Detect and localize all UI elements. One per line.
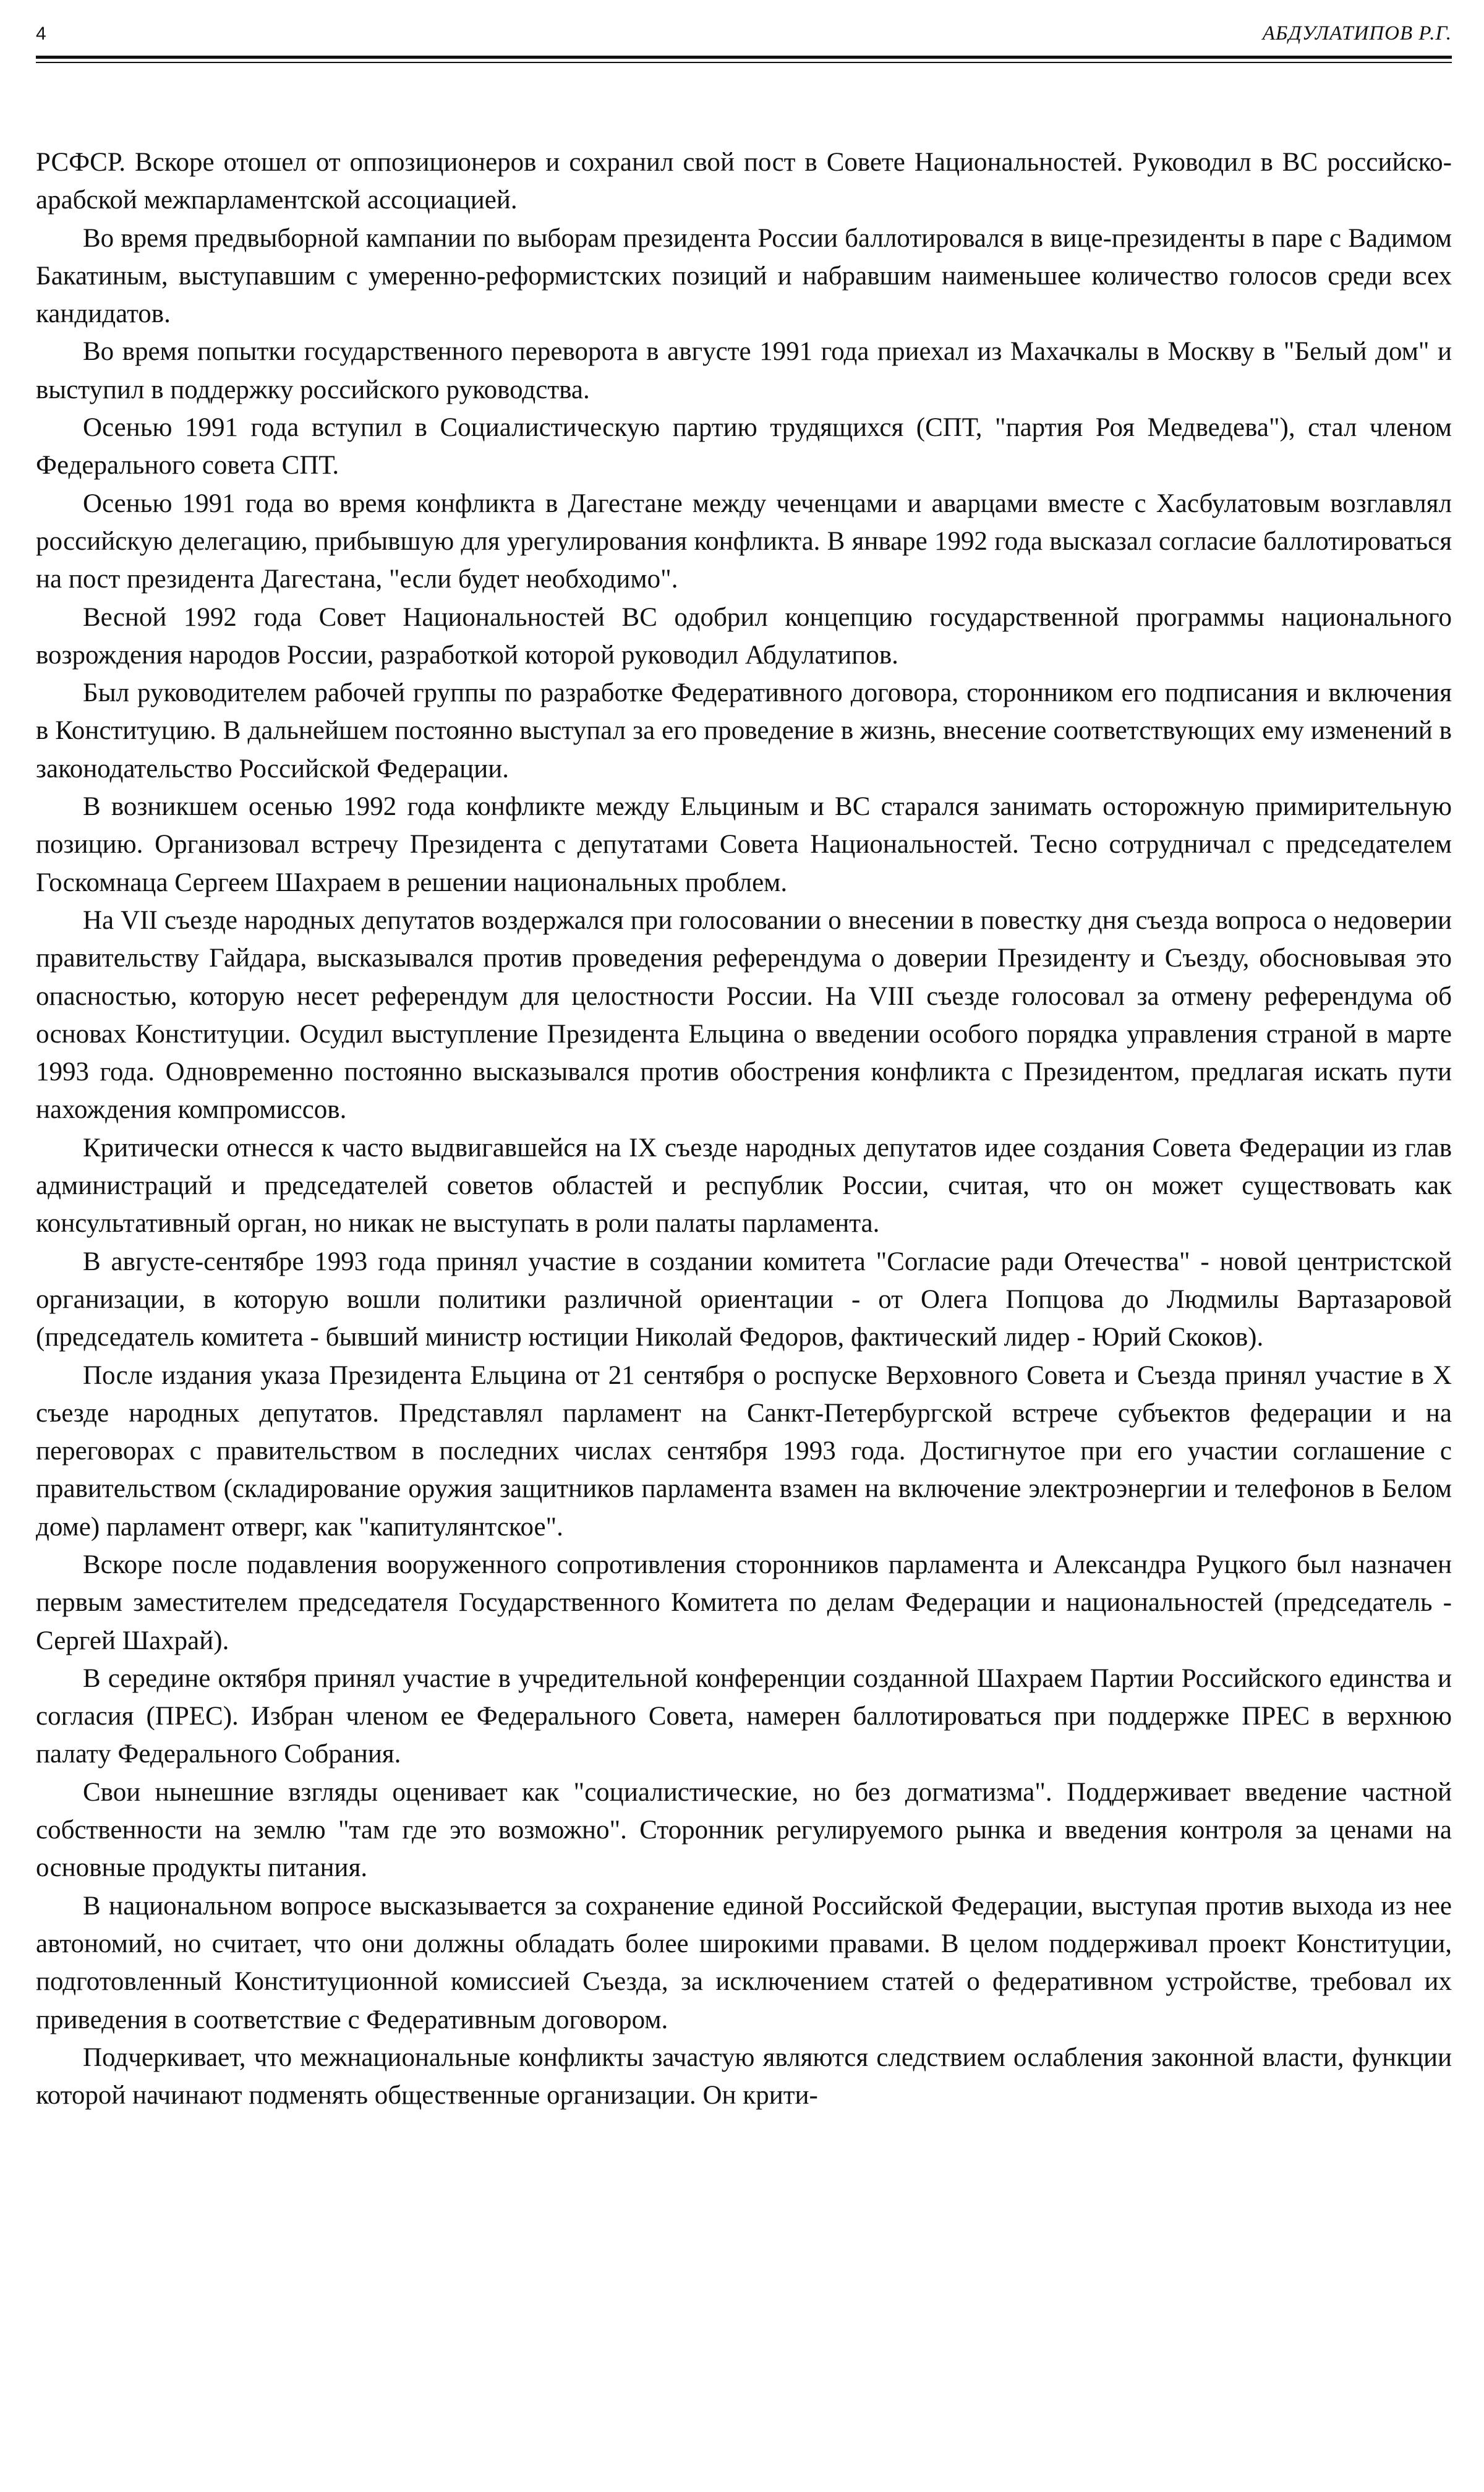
paragraph: Осенью 1991 года во время конфликта в Дагестане между чеченцами и аварцами вместе с Хасбулатовым возглавлял российскую делегацию, прибывшую для урегулирования конфликта. В январе 1992 года высказал согласие баллотироваться на пост президента Дагестана, "если будет необходимо". xyxy=(36,489,1452,594)
paragraph: Свои нынешние взгляды оценивает как "социалистические, но без догматизма". Поддерживает введение частной собственности на землю "там где это возможно". Сторонник регулируемого рынка и введения контроля за ценами на основные продукты питания. xyxy=(36,1777,1452,1883)
paragraph: В национальном вопросе высказывается за сохранение единой Российской Федерации, выступая против выхода из нее автономий, но считает, что они должны обладать более широкими правами. В целом поддерживал проект Конституции, подготовленный Конституционной комиссией Съезда, за исключением статей о федеративном устройстве, требовал их приведения в соответствие с Федеративным договором. xyxy=(36,1891,1452,2034)
paragraph: Весной 1992 года Совет Национальностей ВС одобрил концепцию государственной программы национального возрождения народов России, разработкой которой руководил Абдулатипов. xyxy=(36,602,1452,670)
paragraph: Был руководителем рабочей группы по разработке Федеративного договора, сторонником его подписания и включения в Конституцию. В дальнейшем постоянно выступал за его проведение в жизнь, внесение соответствующих ему изменений в законодательство Российской Федерации. xyxy=(36,678,1452,783)
paragraph: В середине октября принял участие в учредительной конференции созданной Шахраем Партии Российского единства и согласия (ПРЕС). Избран членом ее Федерального Совета, намерен баллотироваться при поддержке ПРЕС в верхнюю палату Федерального Собрания. xyxy=(36,1663,1452,1769)
paragraph: Осенью 1991 года вступил в Социалистическую партию трудящихся (СПТ, "партия Роя Медведева"), стал членом Федерального совета СПТ. xyxy=(36,413,1452,480)
page-number: 4 xyxy=(36,23,46,44)
paragraph: В возникшем осенью 1992 года конфликте между Ельциным и ВС старался занимать осторожную примирительную позицию. Организовал встречу Президента с депутатами Совета Национальностей. Тесно сотрудничал с председателем Госкомнаца Сергеем Шахраем в решении национальных проблем. xyxy=(36,792,1452,897)
paragraph: РСФСР. Вскоре отошел от оппозиционеров и сохранил свой пост в Совете Национальностей. Руководил в ВС российско-арабской межпарламентской ассоциацией. xyxy=(36,148,1452,215)
paragraph: Подчеркивает, что межнациональные конфликты зачастую являются следствием ослабления законной власти, функции которой начинают подменять общественные организации. Он крити- xyxy=(36,2042,1452,2110)
paragraph: Вскоре после подавления вооруженного сопротивления сторонников парламента и Александра Руцкого был назначен первым заместителем председателя Государственного Комитета по делам Федерации и национальностей (председатель - Сергей Шахрай). xyxy=(36,1550,1452,1655)
page-header xyxy=(36,19,1452,63)
paragraph: В августе-сентябре 1993 года принял участие в создании комитета "Согласие ради Отечества" - новой центристской организации, в которую вошли политики различной ориентации - от Олега Попцова до Людмилы Вартазаровой (председатель комитета - бывший министр юстиции Николай Федоров, фактический лидер - Юрий Скоков). xyxy=(36,1247,1452,1352)
header-rule-thick xyxy=(36,56,1452,59)
paragraph: После издания указа Президента Ельцина от 21 сентября о роспуске Верховного Совета и Съезда принял участие в X съезде народных депутатов. Представлял парламент на Санкт-Петербургской встрече субъектов федерации и на переговорах с правительством в последних числах сентября 1993 года. Достигнутое при его участии соглашение с правительством (складирование оружия защитников парламента взамен на включение электроэнергии и телефонов в Белом доме) парламент отверг, как "капитулянтское". xyxy=(36,1360,1452,1542)
paragraph: На VII съезде народных депутатов воздержался при голосовании о внесении в повестку дня съезда вопроса о недоверии правительству Гайдара, высказывался против проведения референдума о доверии Президенту и Съезду, обосновывая это опасностью, которую несет референдум для целостности России. На VIII съезде голосовал за отмену референдума об основах Конституции. Осудил выступление Президента Ельцина о введении особого порядка управления страной в марте 1993 года. Одновременно постоянно высказывался против обострения конфликта с Президентом, предлагая искать пути нахождения компромиссов. xyxy=(36,905,1452,1125)
paragraph: Критически отнесся к часто выдвигавшейся на IX съезде народных депутатов идее создания Совета Федерации из глав администраций и председателей советов областей и республик России, считая, что он может существовать как консультативный орган, но никак не выступать в роли палаты парламента. xyxy=(36,1133,1452,1239)
paragraph: Во время попытки государственного переворота в августе 1991 года приехал из Махачкалы в Москву в "Белый дом" и выступил в поддержку российского руководства. xyxy=(36,337,1452,404)
running-head: АБДУЛАТИПОВ Р.Г. xyxy=(1262,22,1452,45)
header-rule-thin xyxy=(36,62,1452,63)
body-text xyxy=(36,143,1452,2114)
paragraph: Во время предвыборной кампании по выборам президента России баллотировался в вице-президенты в паре с Вадимом Бакатиным, выступавшим с умеренно-реформистских позиций и набравшим наименьшее количество голосов среди всех кандидатов. xyxy=(36,223,1452,329)
